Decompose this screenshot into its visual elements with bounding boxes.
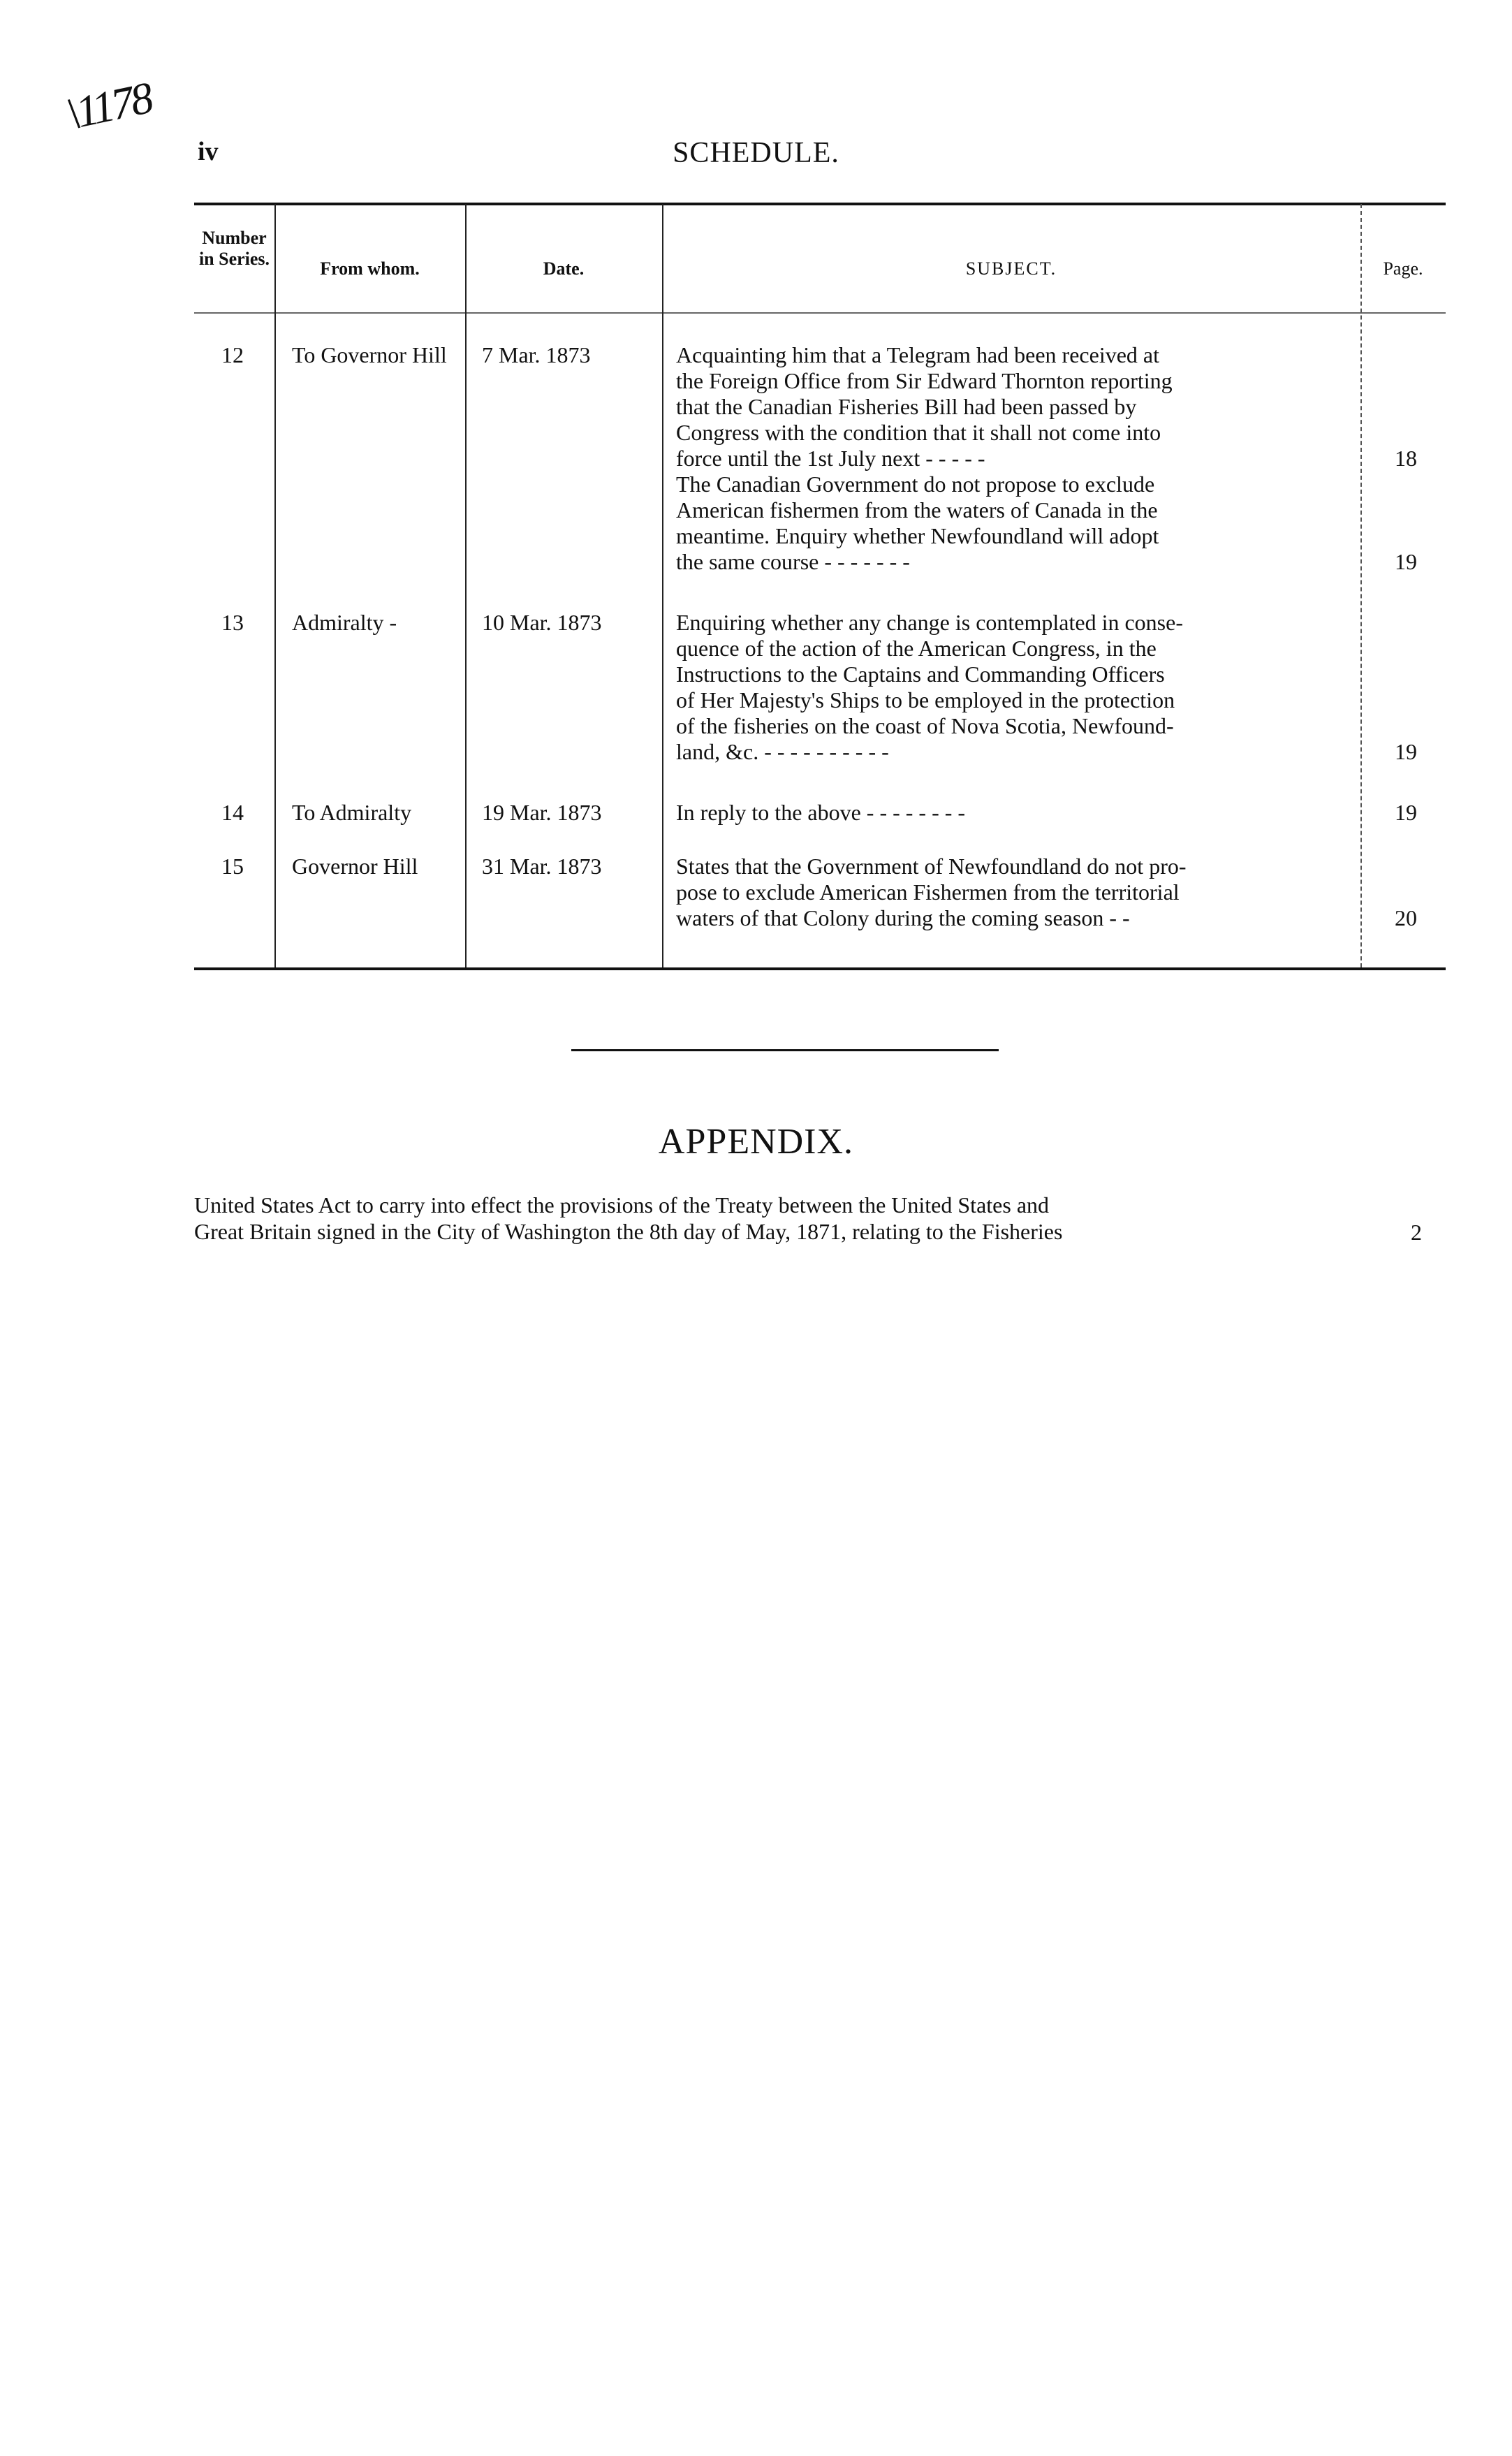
header-number: Number in Series.: [198, 228, 270, 269]
row-13-page: 19: [1395, 739, 1417, 764]
appendix-title: APPENDIX.: [658, 1122, 854, 1162]
appendix-entry: United States Act to carry into effect the provisions of the Treaty between the United States and Great Britain signed in the City of Washington the 8th day of May, 1871, relating to the Fisheries: [194, 1192, 1063, 1244]
row-12-number: 12: [221, 342, 244, 367]
table-bottom-rule: [194, 967, 1446, 970]
handwritten-annotation: \1178: [61, 73, 155, 139]
appendix-page-number: 2: [1411, 1220, 1422, 1245]
row-14-page: 19: [1395, 800, 1417, 825]
page-title: SCHEDULE.: [673, 137, 839, 169]
row-14-subject: In reply to the above - - - - - - - -: [676, 800, 966, 825]
row-12-subject-part-2: The Canadian Government do not propose to exclude American fishermen from the waters of Canada in the meantime. Enquiry whether Newfoundland will adopt the same course - - - - - - -: [676, 472, 1159, 574]
table-top-rule: [194, 203, 1446, 205]
column-divider-1: [274, 204, 276, 967]
column-divider-3: [662, 204, 663, 967]
header-page: Page.: [1383, 258, 1423, 279]
row-12-date: 7 Mar. 1873: [482, 342, 591, 367]
row-12-subject-part-1: Acquainting him that a Telegram had been received at the Foreign Office from Sir Edward Thornton reporting that the Canadian Fisheries Bill had been passed by Congress with the condition that it shall not come into force until the 1st July next - - - - -: [676, 342, 1173, 471]
row-15-subject: States that the Government of Newfoundland do not pro- pose to exclude American Fishermen from the territorial waters of that Colony during the coming season - -: [676, 854, 1187, 930]
row-14-date: 19 Mar. 1873: [482, 800, 602, 825]
row-12-from: To Governor Hill: [292, 342, 447, 367]
row-15-number: 15: [221, 854, 244, 879]
table-header-rule: [194, 312, 1446, 314]
column-divider-2: [465, 204, 467, 967]
header-subject: SUBJECT.: [965, 258, 1057, 279]
section-separator: [571, 1049, 999, 1051]
row-15-from: Governor Hill: [292, 854, 418, 879]
header-from: From whom.: [320, 258, 420, 279]
row-12-page-part-2: 19: [1395, 549, 1417, 574]
row-13-from: Admiralty -: [292, 610, 397, 635]
row-13-subject: Enquiring whether any change is contemplated in conse- quence of the action of the American Congress, in the Instructions to the Captains and Commanding Officers of Her Majesty's Ships to be employed in the protection of the fisheries on the coast of Nova Scotia, Newfound- land, &c. - - - - - - - - - -: [676, 610, 1183, 764]
page-folio: iv: [198, 137, 219, 166]
row-14-number: 14: [221, 800, 244, 825]
row-12-page-part-1: 18: [1395, 446, 1417, 471]
row-14-from: To Admiralty: [292, 800, 412, 825]
header-date: Date.: [543, 258, 585, 279]
row-15-page: 20: [1395, 905, 1417, 930]
column-divider-4: [1360, 204, 1362, 967]
row-15-date: 31 Mar. 1873: [482, 854, 602, 879]
row-13-number: 13: [221, 610, 244, 635]
row-13-date: 10 Mar. 1873: [482, 610, 602, 635]
